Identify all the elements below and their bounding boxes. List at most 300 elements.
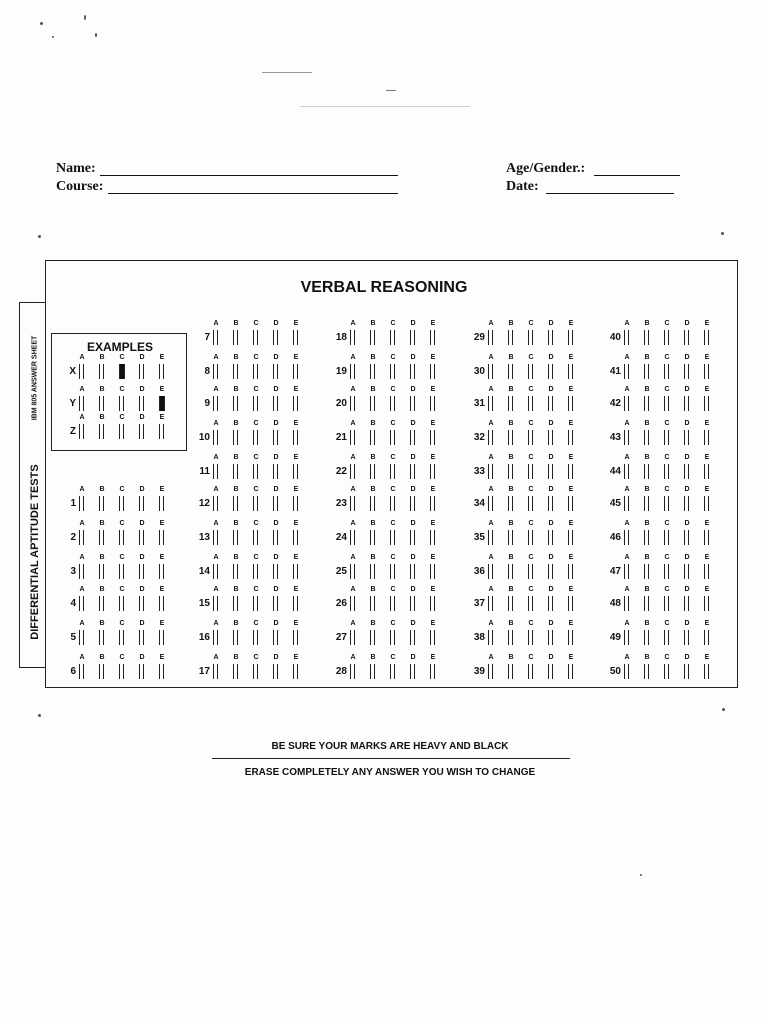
answer-bubble-e[interactable] — [430, 330, 435, 345]
answer-bubble-d[interactable] — [548, 496, 553, 511]
answer-bubble-c[interactable] — [119, 564, 124, 579]
answer-bubble-c[interactable] — [119, 596, 124, 611]
answer-bubble-b[interactable] — [99, 396, 104, 411]
answer-bubble-b[interactable] — [370, 464, 375, 479]
answer-bubble-a[interactable] — [213, 664, 218, 679]
choice-letter-b: B — [644, 386, 650, 393]
answer-bubble-e[interactable] — [159, 564, 164, 579]
answer-bubble-b[interactable] — [370, 396, 375, 411]
answer-bubble-e[interactable] — [704, 664, 709, 679]
answer-bubble-e[interactable] — [293, 496, 298, 511]
answer-bubble-b[interactable] — [508, 364, 513, 379]
answer-bubble-e[interactable] — [293, 596, 298, 611]
answer-bubble-d[interactable] — [684, 396, 689, 411]
answer-bubble-a[interactable] — [350, 664, 355, 679]
answer-bubble-a[interactable] — [350, 330, 355, 345]
answer-bubble-e[interactable] — [704, 496, 709, 511]
answer-bubble-d[interactable] — [410, 664, 415, 679]
answer-bubble-c[interactable] — [390, 464, 395, 479]
choice-letter-a: A — [213, 320, 219, 327]
answer-bubble-b[interactable] — [99, 564, 104, 579]
answer-bubble-c[interactable] — [528, 464, 533, 479]
answer-bubble-b[interactable] — [644, 364, 649, 379]
answer-bubble-c[interactable] — [253, 530, 258, 545]
answer-bubble-d[interactable] — [684, 364, 689, 379]
choice-letter-c: C — [528, 386, 534, 393]
answer-bubble-c[interactable] — [390, 496, 395, 511]
answer-bubble-b[interactable] — [370, 596, 375, 611]
answer-bubble-a[interactable] — [350, 396, 355, 411]
answer-bubble-d[interactable] — [273, 464, 278, 479]
choice-letter-a: A — [624, 586, 630, 593]
answer-bubble-b[interactable] — [233, 596, 238, 611]
answer-bubble-c[interactable] — [253, 596, 258, 611]
answer-bubble-e[interactable] — [704, 596, 709, 611]
answer-bubble-c[interactable] — [664, 364, 669, 379]
answer-bubble-b[interactable] — [644, 630, 649, 645]
answer-bubble-a[interactable] — [213, 496, 218, 511]
choice-letter-e: E — [430, 554, 436, 561]
answer-bubble-d[interactable] — [410, 364, 415, 379]
answer-bubble-c[interactable] — [119, 496, 124, 511]
answer-bubble-d[interactable] — [410, 630, 415, 645]
answer-bubble-a[interactable] — [350, 596, 355, 611]
answer-bubble-d[interactable] — [410, 496, 415, 511]
choice-letter-b: B — [508, 654, 514, 661]
answer-bubble-a[interactable] — [79, 664, 84, 679]
answer-bubble-e[interactable] — [568, 496, 573, 511]
answer-bubble-e[interactable] — [159, 396, 165, 411]
answer-bubble-b[interactable] — [99, 664, 104, 679]
answer-bubble-b[interactable] — [99, 630, 104, 645]
choice-letter-b: B — [233, 586, 239, 593]
answer-bubble-e[interactable] — [568, 564, 573, 579]
answer-bubble-a[interactable] — [624, 630, 629, 645]
answer-bubble-c[interactable] — [253, 430, 258, 445]
answer-bubble-e[interactable] — [293, 396, 298, 411]
choice-letter-c: C — [664, 486, 670, 493]
answer-bubble-b[interactable] — [508, 330, 513, 345]
choice-letter-e: E — [430, 454, 436, 461]
answer-bubble-a[interactable] — [79, 364, 84, 379]
choice-letter-c: C — [253, 386, 259, 393]
answer-bubble-d[interactable] — [684, 564, 689, 579]
answer-bubble-b[interactable] — [644, 664, 649, 679]
answer-bubble-b[interactable] — [233, 630, 238, 645]
answer-bubble-a[interactable] — [488, 564, 493, 579]
answer-bubble-b[interactable] — [508, 564, 513, 579]
answer-bubble-d[interactable] — [139, 664, 144, 679]
answer-bubble-c[interactable] — [119, 424, 124, 439]
answer-bubble-c[interactable] — [664, 464, 669, 479]
answer-bubble-c[interactable] — [528, 330, 533, 345]
answer-bubble-a[interactable] — [488, 496, 493, 511]
answer-bubble-d[interactable] — [684, 330, 689, 345]
answer-bubble-e[interactable] — [159, 664, 164, 679]
answer-bubble-b[interactable] — [233, 496, 238, 511]
answer-bubble-d[interactable] — [410, 596, 415, 611]
answer-bubble-d[interactable] — [548, 630, 553, 645]
answer-bubble-d[interactable] — [139, 496, 144, 511]
answer-bubble-b[interactable] — [644, 496, 649, 511]
answer-bubble-a[interactable] — [213, 364, 218, 379]
answer-bubble-a[interactable] — [488, 530, 493, 545]
answer-bubble-e[interactable] — [293, 664, 298, 679]
answer-bubble-c[interactable] — [390, 530, 395, 545]
answer-bubble-b[interactable] — [233, 396, 238, 411]
answer-bubble-d[interactable] — [548, 564, 553, 579]
answer-bubble-d[interactable] — [139, 630, 144, 645]
answer-bubble-e[interactable] — [568, 364, 573, 379]
answer-bubble-e[interactable] — [293, 430, 298, 445]
answer-bubble-b[interactable] — [370, 364, 375, 379]
choice-letter-a: A — [624, 454, 630, 461]
answer-bubble-d[interactable] — [410, 430, 415, 445]
answer-bubble-e[interactable] — [704, 364, 709, 379]
answer-bubble-e[interactable] — [568, 630, 573, 645]
choice-letter-c: C — [528, 520, 534, 527]
answer-bubble-d[interactable] — [410, 464, 415, 479]
answer-bubble-b[interactable] — [233, 664, 238, 679]
answer-bubble-a[interactable] — [624, 330, 629, 345]
answer-bubble-d[interactable] — [684, 664, 689, 679]
answer-bubble-e[interactable] — [430, 364, 435, 379]
answer-bubble-b[interactable] — [508, 530, 513, 545]
answer-bubble-a[interactable] — [624, 364, 629, 379]
answer-bubble-e[interactable] — [430, 596, 435, 611]
answer-bubble-e[interactable] — [293, 330, 298, 345]
answer-bubble-d[interactable] — [410, 564, 415, 579]
answer-bubble-b[interactable] — [370, 530, 375, 545]
answer-bubble-e[interactable] — [430, 496, 435, 511]
answer-bubble-a[interactable] — [79, 596, 84, 611]
choice-letter-c: C — [119, 520, 125, 527]
answer-bubble-e[interactable] — [293, 464, 298, 479]
answer-bubble-e[interactable] — [430, 430, 435, 445]
answer-bubble-a[interactable] — [79, 396, 84, 411]
answer-bubble-d[interactable] — [273, 364, 278, 379]
answer-bubble-b[interactable] — [508, 430, 513, 445]
answer-bubble-c[interactable] — [528, 364, 533, 379]
answer-bubble-d[interactable] — [139, 596, 144, 611]
answer-bubble-e[interactable] — [430, 530, 435, 545]
answer-bubble-e[interactable] — [430, 630, 435, 645]
answer-bubble-c[interactable] — [390, 364, 395, 379]
answer-bubble-d[interactable] — [273, 396, 278, 411]
answer-bubble-c[interactable] — [253, 564, 258, 579]
answer-bubble-b[interactable] — [644, 530, 649, 545]
answer-bubble-e[interactable] — [293, 364, 298, 379]
answer-bubble-c[interactable] — [253, 464, 258, 479]
answer-bubble-b[interactable] — [370, 330, 375, 345]
answer-bubble-a[interactable] — [488, 364, 493, 379]
answer-bubble-d[interactable] — [548, 596, 553, 611]
answer-bubble-a[interactable] — [624, 564, 629, 579]
choice-letter-d: D — [548, 586, 554, 593]
answer-bubble-b[interactable] — [644, 430, 649, 445]
answer-bubble-b[interactable] — [99, 424, 104, 439]
answer-bubble-d[interactable] — [684, 430, 689, 445]
name-field[interactable] — [100, 175, 398, 176]
answer-bubble-b[interactable] — [99, 530, 104, 545]
answer-bubble-c[interactable] — [664, 530, 669, 545]
answer-bubble-c[interactable] — [119, 530, 124, 545]
answer-bubble-c[interactable] — [664, 596, 669, 611]
answer-bubble-b[interactable] — [644, 330, 649, 345]
answer-bubble-a[interactable] — [488, 464, 493, 479]
answer-bubble-a[interactable] — [213, 430, 218, 445]
answer-bubble-e[interactable] — [568, 330, 573, 345]
answer-bubble-d[interactable] — [139, 424, 144, 439]
answer-bubble-c[interactable] — [253, 396, 258, 411]
answer-bubble-e[interactable] — [568, 664, 573, 679]
answer-bubble-b[interactable] — [233, 464, 238, 479]
answer-bubble-a[interactable] — [213, 596, 218, 611]
answer-bubble-b[interactable] — [370, 496, 375, 511]
answer-bubble-a[interactable] — [350, 464, 355, 479]
answer-bubble-d[interactable] — [548, 530, 553, 545]
answer-bubble-b[interactable] — [233, 564, 238, 579]
answer-bubble-b[interactable] — [644, 464, 649, 479]
answer-bubble-a[interactable] — [213, 330, 218, 345]
answer-bubble-d[interactable] — [548, 364, 553, 379]
answer-bubble-e[interactable] — [704, 564, 709, 579]
question-number: 32 — [473, 432, 485, 443]
answer-bubble-b[interactable] — [508, 664, 513, 679]
answer-bubble-a[interactable] — [624, 464, 629, 479]
answer-bubble-e[interactable] — [704, 530, 709, 545]
answer-bubble-a[interactable] — [79, 424, 84, 439]
question-number: 27 — [335, 632, 347, 643]
answer-bubble-d[interactable] — [273, 630, 278, 645]
answer-bubble-b[interactable] — [644, 564, 649, 579]
answer-bubble-a[interactable] — [350, 364, 355, 379]
answer-bubble-c[interactable] — [390, 430, 395, 445]
answer-bubble-d[interactable] — [548, 396, 553, 411]
answer-bubble-b[interactable] — [233, 364, 238, 379]
choice-letter-a: A — [213, 520, 219, 527]
answer-bubble-d[interactable] — [273, 530, 278, 545]
answer-bubble-b[interactable] — [370, 430, 375, 445]
answer-bubble-e[interactable] — [704, 396, 709, 411]
answer-bubble-c[interactable] — [390, 396, 395, 411]
answer-bubble-e[interactable] — [293, 564, 298, 579]
answer-bubble-a[interactable] — [350, 530, 355, 545]
choice-letter-e: E — [293, 420, 299, 427]
answer-bubble-d[interactable] — [548, 330, 553, 345]
answer-bubble-a[interactable] — [213, 564, 218, 579]
answer-bubble-b[interactable] — [508, 464, 513, 479]
answer-bubble-a[interactable] — [624, 430, 629, 445]
answer-bubble-d[interactable] — [548, 664, 553, 679]
answer-bubble-e[interactable] — [159, 424, 164, 439]
answer-bubble-b[interactable] — [370, 664, 375, 679]
answer-bubble-c[interactable] — [119, 630, 124, 645]
answer-bubble-a[interactable] — [624, 530, 629, 545]
answer-bubble-a[interactable] — [350, 430, 355, 445]
answer-bubble-c[interactable] — [664, 496, 669, 511]
answer-bubble-e[interactable] — [568, 430, 573, 445]
answer-bubble-e[interactable] — [430, 396, 435, 411]
answer-bubble-d[interactable] — [684, 630, 689, 645]
answer-bubble-e[interactable] — [568, 596, 573, 611]
answer-bubble-d[interactable] — [139, 396, 144, 411]
answer-bubble-c[interactable] — [119, 364, 125, 379]
question-number: 46 — [609, 532, 621, 543]
course-label: Course: — [56, 179, 104, 194]
answer-bubble-a[interactable] — [624, 596, 629, 611]
answer-bubble-e[interactable] — [293, 630, 298, 645]
answer-bubble-e[interactable] — [568, 396, 573, 411]
answer-bubble-a[interactable] — [624, 496, 629, 511]
answer-bubble-c[interactable] — [390, 564, 395, 579]
answer-bubble-a[interactable] — [213, 530, 218, 545]
answer-bubble-c[interactable] — [528, 564, 533, 579]
answer-bubble-d[interactable] — [273, 664, 278, 679]
answer-bubble-c[interactable] — [664, 664, 669, 679]
choice-letter-b: B — [508, 520, 514, 527]
answer-bubble-d[interactable] — [684, 464, 689, 479]
answer-bubble-c[interactable] — [253, 664, 258, 679]
answer-bubble-c[interactable] — [119, 396, 124, 411]
answer-bubble-c[interactable] — [664, 430, 669, 445]
answer-bubble-d[interactable] — [548, 430, 553, 445]
choice-letter-d: D — [684, 454, 690, 461]
answer-bubble-c[interactable] — [664, 564, 669, 579]
answer-bubble-e[interactable] — [568, 464, 573, 479]
answer-bubble-e[interactable] — [159, 630, 164, 645]
answer-bubble-b[interactable] — [508, 596, 513, 611]
answer-bubble-a[interactable] — [488, 330, 493, 345]
answer-bubble-b[interactable] — [508, 396, 513, 411]
answer-bubble-d[interactable] — [139, 364, 144, 379]
answer-bubble-d[interactable] — [684, 496, 689, 511]
answer-bubble-a[interactable] — [79, 530, 84, 545]
answer-bubble-d[interactable] — [139, 564, 144, 579]
answer-bubble-d[interactable] — [273, 330, 278, 345]
choice-letter-e: E — [430, 654, 436, 661]
answer-bubble-e[interactable] — [430, 464, 435, 479]
answer-bubble-b[interactable] — [370, 564, 375, 579]
answer-bubble-c[interactable] — [528, 664, 533, 679]
answer-bubble-e[interactable] — [159, 496, 164, 511]
answer-bubble-a[interactable] — [488, 396, 493, 411]
course-field[interactable] — [108, 193, 398, 194]
answer-bubble-b[interactable] — [370, 630, 375, 645]
answer-bubble-c[interactable] — [390, 664, 395, 679]
choice-letter-a: A — [488, 620, 494, 627]
answer-bubble-a[interactable] — [488, 596, 493, 611]
answer-bubble-a[interactable] — [350, 564, 355, 579]
answer-bubble-c[interactable] — [528, 396, 533, 411]
answer-bubble-d[interactable] — [548, 464, 553, 479]
answer-bubble-c[interactable] — [528, 596, 533, 611]
answer-bubble-b[interactable] — [233, 430, 238, 445]
answer-bubble-d[interactable] — [410, 530, 415, 545]
choice-letter-a: A — [213, 454, 219, 461]
answer-bubble-e[interactable] — [159, 364, 164, 379]
answer-bubble-c[interactable] — [664, 330, 669, 345]
answer-bubble-d[interactable] — [139, 530, 144, 545]
answer-bubble-c[interactable] — [119, 664, 124, 679]
answer-bubble-d[interactable] — [684, 596, 689, 611]
answer-bubble-c[interactable] — [528, 430, 533, 445]
answer-bubble-a[interactable] — [79, 496, 84, 511]
choice-letter-a: A — [488, 354, 494, 361]
answer-bubble-b[interactable] — [99, 596, 104, 611]
answer-bubble-d[interactable] — [273, 496, 278, 511]
answer-bubble-d[interactable] — [273, 564, 278, 579]
date-field[interactable] — [546, 193, 674, 194]
answer-bubble-e[interactable] — [704, 630, 709, 645]
choice-letter-b: B — [370, 386, 376, 393]
answer-bubble-a[interactable] — [79, 564, 84, 579]
choice-letter-a: A — [488, 386, 494, 393]
answer-bubble-b[interactable] — [508, 630, 513, 645]
answer-bubble-a[interactable] — [350, 496, 355, 511]
answer-bubble-b[interactable] — [508, 496, 513, 511]
answer-bubble-a[interactable] — [488, 664, 493, 679]
answer-bubble-a[interactable] — [488, 630, 493, 645]
answer-bubble-e[interactable] — [430, 664, 435, 679]
answer-bubble-c[interactable] — [390, 630, 395, 645]
answer-bubble-d[interactable] — [410, 330, 415, 345]
answer-bubble-c[interactable] — [664, 396, 669, 411]
answer-bubble-c[interactable] — [528, 496, 533, 511]
answer-bubble-c[interactable] — [528, 530, 533, 545]
answer-bubble-e[interactable] — [159, 530, 164, 545]
age-gender-field[interactable] — [594, 175, 680, 176]
answer-bubble-a[interactable] — [79, 630, 84, 645]
answer-bubble-d[interactable] — [273, 596, 278, 611]
answer-bubble-c[interactable] — [390, 330, 395, 345]
answer-bubble-b[interactable] — [99, 364, 104, 379]
choice-letter-b: B — [370, 654, 376, 661]
answer-bubble-c[interactable] — [253, 496, 258, 511]
answer-bubble-e[interactable] — [704, 464, 709, 479]
answer-bubble-a[interactable] — [213, 464, 218, 479]
answer-bubble-c[interactable] — [253, 364, 258, 379]
answer-bubble-b[interactable] — [99, 496, 104, 511]
answer-bubble-a[interactable] — [213, 396, 218, 411]
answer-bubble-e[interactable] — [568, 530, 573, 545]
answer-bubble-c[interactable] — [664, 630, 669, 645]
answer-bubble-e[interactable] — [704, 330, 709, 345]
answer-bubble-b[interactable] — [233, 530, 238, 545]
answer-bubble-a[interactable] — [624, 664, 629, 679]
answer-bubble-a[interactable] — [350, 630, 355, 645]
answer-bubble-d[interactable] — [410, 396, 415, 411]
answer-bubble-c[interactable] — [390, 596, 395, 611]
answer-bubble-b[interactable] — [233, 330, 238, 345]
answer-bubble-a[interactable] — [213, 630, 218, 645]
answer-bubble-e[interactable] — [293, 530, 298, 545]
answer-bubble-c[interactable] — [528, 630, 533, 645]
answer-bubble-c[interactable] — [253, 630, 258, 645]
answer-bubble-e[interactable] — [704, 430, 709, 445]
answer-bubble-e[interactable] — [430, 564, 435, 579]
question-number: 42 — [609, 398, 621, 409]
answer-bubble-a[interactable] — [488, 430, 493, 445]
answer-bubble-b[interactable] — [644, 396, 649, 411]
choice-letter-b: B — [508, 586, 514, 593]
answer-bubble-a[interactable] — [624, 396, 629, 411]
answer-bubble-d[interactable] — [273, 430, 278, 445]
answer-bubble-e[interactable] — [159, 596, 164, 611]
answer-bubble-b[interactable] — [644, 596, 649, 611]
answer-bubble-d[interactable] — [684, 530, 689, 545]
answer-bubble-c[interactable] — [253, 330, 258, 345]
